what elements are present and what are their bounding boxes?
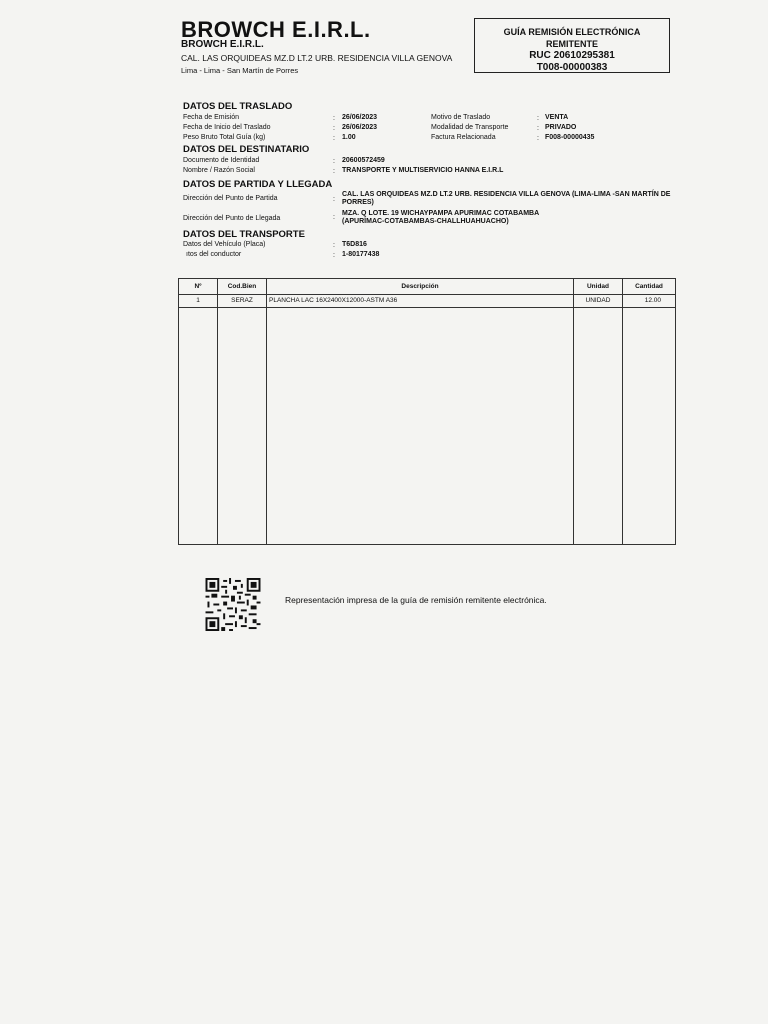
guide-subtype: REMITENTE [545, 38, 598, 49]
colon: : [333, 252, 335, 259]
guide-title-box [474, 18, 670, 73]
modalidad-label: Modalidad de Transporte [431, 124, 509, 131]
table-row [179, 295, 676, 308]
peso-label: Peso Bruto Total Guía (kg) [183, 134, 266, 141]
header-cantidad: Cantidad [623, 279, 676, 295]
section-title-destinatario: DATOS DEL DESTINATARIO [183, 144, 310, 155]
peso-value: 1.00 [342, 134, 356, 141]
llegada-label: Dirección del Punto de Llegada [183, 215, 281, 222]
table-empty-space [179, 308, 676, 545]
conductor-label: ıtos del conductor [186, 251, 242, 258]
qr-code-icon [205, 578, 261, 631]
factura-label: Factura Relacionada [431, 134, 496, 141]
factura-value: F008-00000435 [545, 134, 595, 141]
company-address: CAL. LAS ORQUIDEAS MZ.D LT.2 URB. RESIDENCIA VILLA GENOVA [181, 53, 453, 63]
fecha-emision-value: 26/06/2023 [342, 114, 378, 121]
header-num: Nº [179, 279, 218, 295]
motivo-label: Motivo de Traslado [431, 114, 491, 121]
conductor-value: 1-80177438 [342, 251, 380, 258]
nombre-value: TRANSPORTE Y MULTISERVICIO HANNA E.I.R.L [342, 167, 504, 174]
llegada-value: MZA. Q LOTE. 19 WICHAYPAMPA APURIMAC COTABAMBA (APURÍMAC-COTABAMBAS-CHALLHUAHUACHO) [342, 210, 539, 225]
cell-cod-bien: SERAZ [218, 295, 267, 308]
guide-type: GUÍA REMISIÓN ELECTRÓNICA [503, 27, 641, 37]
vehiculo-label: Datos del Vehículo (Placa) [183, 241, 266, 248]
table-header-row [179, 279, 676, 295]
colon: : [333, 242, 335, 249]
colon: : [333, 168, 335, 175]
colon: : [537, 115, 539, 122]
header-cod-bien: Cod.Bien [218, 279, 267, 295]
footer-note: Representación impresa de la guía de remisión remitente electrónica. [285, 595, 547, 605]
colon: : [333, 158, 335, 165]
guide-ruc: RUC 20610295381 [529, 50, 615, 61]
partida-label: Dirección del Punto de Partida [183, 195, 278, 202]
fecha-inicio-value: 26/06/2023 [342, 124, 378, 131]
colon: : [333, 135, 335, 142]
documento-label: Documento de Identidad [183, 157, 260, 164]
cell-cantidad: 12.00 [623, 295, 676, 308]
fecha-emision-label: Fecha de Emisión [183, 114, 240, 121]
nombre-label: Nombre / Razón Social [183, 167, 255, 174]
items-table [178, 278, 676, 545]
colon: : [333, 214, 335, 221]
cell-num: 1 [179, 295, 218, 308]
colon: : [537, 125, 539, 132]
company-subtitle: BROWCH E.I.R.L. [181, 39, 264, 50]
guide-number: T008-00000383 [536, 61, 608, 73]
colon: : [333, 125, 335, 132]
cell-descripcion: PLANCHA LAC 16X2400X12000-ASTM A36 [267, 295, 574, 308]
colon: : [333, 196, 335, 203]
section-title-traslado: DATOS DEL TRASLADO [183, 101, 293, 112]
partida-value: CAL. LAS ORQUIDEAS MZ.D LT.2 URB. RESIDENCIA VILLA GENOVA (LIMA-LIMA -SAN MARTÍN DE PORRES) [342, 191, 671, 206]
vehiculo-value: T6D816 [342, 241, 367, 248]
documento-value: 20600572459 [342, 157, 385, 164]
company-name: BROWCH E.I.R.L. [181, 17, 371, 42]
section-title-transporte: DATOS DEL TRANSPORTE [183, 229, 305, 240]
section-title-partida: DATOS DE PARTIDA Y LLEGADA [183, 179, 333, 190]
header-descripcion: Descripción [267, 279, 574, 295]
motivo-value: VENTA [545, 114, 569, 121]
fecha-inicio-label: Fecha de Inicio del Traslado [183, 124, 271, 131]
company-location: Lima - Lima - San Martín de Porres [181, 66, 299, 75]
colon: : [537, 135, 539, 142]
header-unidad: Unidad [574, 279, 623, 295]
cell-unidad: UNIDAD [574, 295, 623, 308]
colon: : [333, 115, 335, 122]
modalidad-value: PRIVADO [545, 124, 577, 131]
